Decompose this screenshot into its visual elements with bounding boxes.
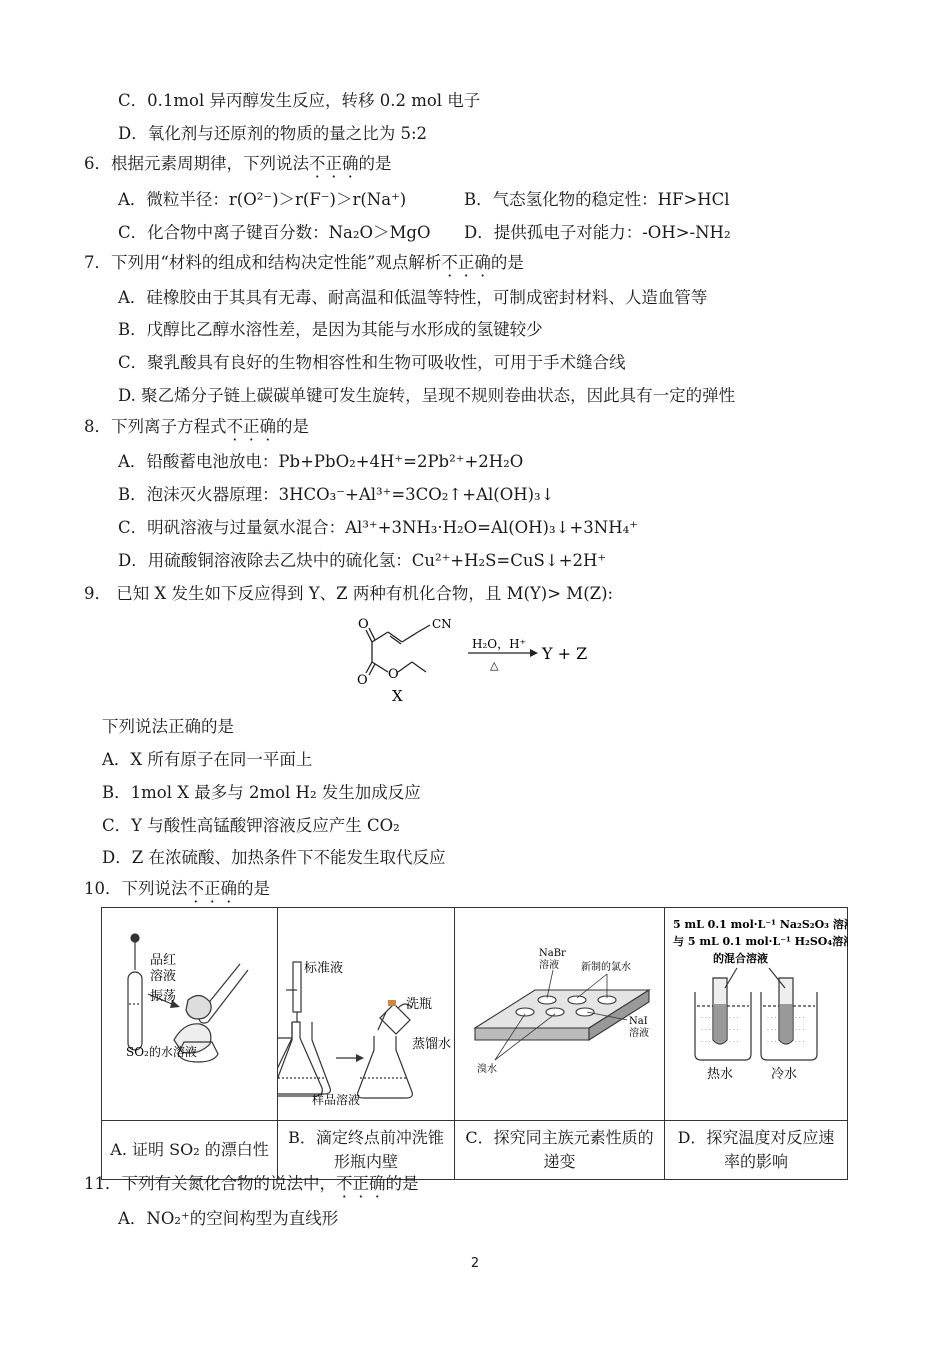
- q11-option-a: A．NO₂⁺的空间构型为直线形: [118, 1209, 339, 1228]
- q11-stem: 11．下列有关氮化合物的说法中，不正确的是: [84, 1174, 419, 1193]
- fig-d-label-4: 热水: [707, 1067, 734, 1082]
- figure-b-cell: [278, 908, 455, 1121]
- q7-option-c: C．聚乳酸具有良好的生物相容性和生物可吸收性，可用于手术缝合线: [118, 353, 626, 372]
- q8-option-c: C．明矾溶液与过量氨水混合：Al³⁺+3NH₃·H₂O=Al(OH)₃↓+3NH₄⁺: [118, 518, 638, 537]
- reaction-scheme: [340, 612, 620, 704]
- fig-b-label-4: 样品溶液: [312, 1093, 361, 1107]
- page-number: 2: [470, 1256, 480, 1271]
- q7-option-b: B．戊醇比乙醇水溶性差，是因为其能与水形成的氢键较少: [118, 320, 543, 339]
- q6-option-c: C．化合物中离子键百分数：Na₂O＞MgO: [118, 223, 431, 242]
- fig-a-label-3: 振荡: [150, 989, 177, 1004]
- figure-a-cell: [102, 908, 278, 1121]
- q6-stem: 6．根据元素周期律，下列说法不正确的是: [84, 154, 392, 173]
- svg-text:· · ·: · · ·: [729, 1015, 739, 1022]
- q9-stem: 9． 已知 X 发生如下反应得到 Y、Z 两种有机化合物，且 M(Y)> M(Z):: [84, 584, 614, 603]
- caption-c: C．探究同主族元素性质的 递变: [455, 1121, 665, 1180]
- ester-oxygen: O: [388, 667, 399, 682]
- figure-b: [278, 908, 455, 1116]
- figure-d-cell: [665, 908, 848, 1121]
- svg-text:· · ·: · · ·: [795, 1039, 805, 1046]
- figure-c: [455, 908, 665, 1116]
- fig-d-label-5: 冷水: [771, 1067, 798, 1082]
- q9-option-d: D．Z 在浓硫酸、加热条件下不能发生取代反应: [102, 848, 446, 867]
- fig-a-label-4: SO₂的水溶液: [126, 1045, 197, 1059]
- ester-carbonyl-oxygen: O: [357, 673, 368, 688]
- q8-stem: 8．下列离子方程式不正确的是: [84, 417, 309, 436]
- svg-text:· · ·: · · ·: [767, 1039, 777, 1046]
- figure-c-cell: [455, 908, 665, 1121]
- fig-d-label-2: 与 5 mL 0.1 mol·L⁻¹ H₂SO₄溶液: [673, 935, 848, 948]
- reagent-label: H₂O，H⁺: [472, 637, 526, 651]
- figure-a: [102, 908, 278, 1116]
- q8-option-a: A．铅酸蓄电池放电：Pb+PbO₂+4H⁺=2Pb²⁺+2H₂O: [118, 452, 524, 471]
- q9-prompt: 下列说法正确的是: [102, 717, 234, 736]
- svg-text:· · ·: · · ·: [767, 1027, 777, 1034]
- svg-text:· · ·: · · ·: [795, 1015, 805, 1022]
- q10-stem: 10．下列说法不正确的是: [84, 879, 270, 898]
- q7-option-a: A．硅橡胶由于其具有无毒、耐高温和低温等特性，可制成密封材料、人造血管等: [118, 288, 708, 307]
- ketone-oxygen: O: [358, 617, 369, 632]
- svg-text:· · ·: · · ·: [729, 1039, 739, 1046]
- fig-b-label-3: 蒸馏水: [412, 1037, 452, 1052]
- caption-b: B．滴定终点前冲洗锥 形瓶内壁: [278, 1121, 455, 1180]
- fig-a-label-2: 溶液: [150, 969, 177, 984]
- nitrile-label: CN: [432, 617, 452, 631]
- products-label: Y + Z: [542, 644, 588, 663]
- q9-option-c: C．Y 与酸性高锰酸钾溶液反应产生 CO₂: [102, 816, 400, 835]
- svg-text:· · ·: · · ·: [701, 1027, 711, 1034]
- q5-option-d: D．氧化剂与还原剂的物质的量之比为 5:2: [118, 124, 428, 143]
- q9-option-a: A．X 所有原子在同一平面上: [102, 750, 313, 769]
- figure-d: [665, 908, 848, 1116]
- fig-c-label-2: 溶液: [539, 960, 559, 971]
- svg-text:· · ·: · · ·: [767, 1015, 777, 1022]
- q7-stem: 7．下列用“材料的组成和结构决定性能”观点解析不正确的是: [84, 253, 524, 272]
- caption-d: D．探究温度对反应速 率的影响: [665, 1121, 848, 1180]
- fig-c-label-1: NaBr: [539, 948, 566, 959]
- q8-option-b: B．泡沫灭火器原理：3HCO₃⁻+Al³⁺=3CO₂↑+Al(OH)₃↓: [118, 485, 555, 504]
- q7-option-d: D. 聚乙烯分子链上碳碳单键可发生旋转，呈现不规则卷曲状态，因此具有一定的弹性: [118, 386, 736, 405]
- svg-text:· · ·: · · ·: [795, 1027, 805, 1034]
- fig-c-label-4: NaI: [629, 1016, 648, 1027]
- svg-text:· · ·: · · ·: [701, 1015, 711, 1022]
- q6-option-d: D．提供孤电子对能力：-OH>-NH₂: [464, 223, 731, 242]
- fig-d-label-1: 5 mL 0.1 mol·L⁻¹ Na₂S₂O₃ 溶液: [673, 918, 848, 931]
- q6-option-b: B．气态氢化物的稳定性：HF>HCl: [464, 190, 730, 209]
- heat-label: △: [490, 659, 499, 672]
- caption-a: A. 证明 SO₂ 的漂白性: [102, 1121, 278, 1180]
- q6-option-a: A．微粒半径：r(O²⁻)＞r(F⁻)＞r(Na⁺): [118, 190, 407, 209]
- fig-b-label-2: 洗瓶: [406, 997, 433, 1012]
- fig-c-label-3: 新制的氯水: [581, 962, 631, 973]
- svg-text:· · ·: · · ·: [701, 1039, 711, 1046]
- fig-d-label-3: 的混合溶液: [713, 952, 768, 965]
- q5-option-c: C．0.1mol 异丙醇发生反应，转移 0.2 mol 电子: [118, 91, 481, 110]
- compound-x-label: X: [392, 687, 403, 704]
- q9-option-b: B．1mol X 最多与 2mol H₂ 发生加成反应: [102, 783, 421, 802]
- q8-option-d: D．用硫酸铜溶液除去乙炔中的硫化氢：Cu²⁺+H₂S=CuS↓+2H⁺: [118, 551, 607, 570]
- fig-a-label-1: 品红: [150, 953, 177, 968]
- svg-text:· · ·: · · ·: [729, 1027, 739, 1034]
- fig-c-label-5: 溶液: [629, 1028, 649, 1039]
- fig-b-label-1: 标准液: [304, 961, 344, 976]
- fig-c-label-6: 溴水: [477, 1064, 497, 1075]
- experiment-table: [101, 907, 848, 1180]
